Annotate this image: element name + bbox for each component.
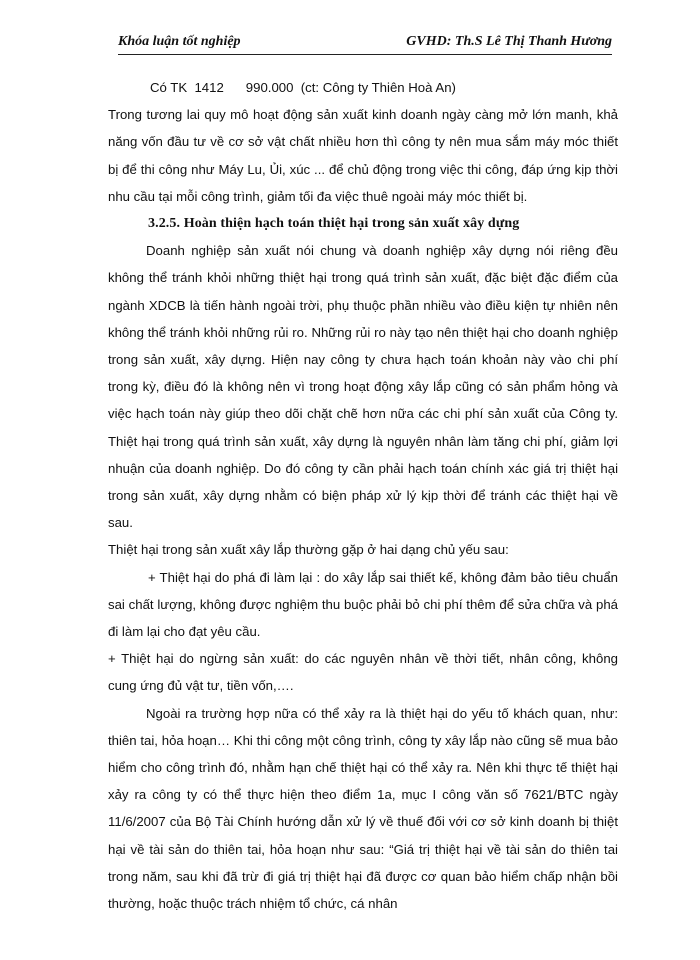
paragraph-damage-types-intro: Thiệt hại trong sản xuất xây lắp thường gặp ở hai dạng chủ yếu sau: [108, 542, 509, 558]
account-entry-line: Có TK 1412 990.000 (ct: Công ty Thiên Hoà An) [150, 80, 456, 95]
paragraph-objective-damage: Ngoài ra trường hợp nữa có thể xảy ra là thiệt hại do yếu tố khách quan, như: thiên tai, hỏa hoạn… Khi thi công một công trình, công ty xây lắp nào cũng sẽ mua bảo hiểm cho công trình đó, nhằm hạn chế thiệt hại có thể xảy ra. Nên khi thực tế thiệt hại xảy ra công ty có thể thực hiện theo điểm 1a, mục I công văn số 7621/BTC ngày 11/6/2007 của Bộ Tài Chính hướng dẫn xử lý về thuế đối với cơ sở kinh doanh bị thiệt hại về tài sản do thiên tai, hỏa hoạn như sau: “Giá trị thiệt hại về tài sản do thiên tai trong năm, sau khi đã trừ đi giá trị thiệt hại đã được cơ quan bảo hiểm chấp nhận bồi thường, hoặc thuộc trách nhiệm tổ chức, cá nhân [108, 705, 618, 912]
paragraph-equipment-investment: Trong tương lai quy mô hoạt động sản xuất kinh doanh ngày càng mở lớn manh, khả năng vốn đầu tư về cơ sở vật chất nhiều hơn thì công ty nên mua sắm máy móc thiết bị để thi công như Máy Lu, Ủi, xúc ... để chủ động trong việc thi công, đáp ứng kịp thời nhu cầu tại mỗi công trình, giảm tối đa việc thuê ngoài máy móc thiết bị. [108, 107, 618, 204]
header-thesis-title: Khóa luận tốt nghiệp [118, 34, 241, 49]
section-heading-3-2-5: 3.2.5. Hoàn thiện hạch toán thiệt hại trong sản xuất xây dựng [148, 216, 520, 232]
page-header [118, 32, 612, 55]
list-item-stoppage-damage: + Thiệt hại do ngừng sản xuất: do các nguyên nhân về thời tiết, nhân công, không cung ứng đủ vật tư, tiền vốn,…. [108, 651, 618, 694]
header-supervisor: GVHD: Th.S Lê Thị Thanh Hương [406, 34, 612, 49]
list-item-rework-damage: + Thiệt hại do phá đi làm lại : do xây lắp sai thiết kế, không đảm bảo tiêu chuẩn sai chất lượng, không được nghiệm thu buộc phải bỏ chi phí thêm để sửa chữa và phá đi làm lại cho đạt yêu cầu. [108, 569, 618, 640]
paragraph-damage-overview: Doanh nghiệp sản xuất nói chung và doanh nghiệp xây dựng nói riêng đều không thể tránh khỏi những thiệt hại trong quá trình sản xuất, đặc biệt đặc điểm của ngành XDCB là tiến hành ngoài trời, phụ thuộc phần nhiều vào điều kiện tự nhiên nên không thể tránh khỏi những rủi ro. Những rủi ro này tạo nên thiệt hại cho doanh nghiệp trong sản xuất, xây dựng. Hiện nay công ty chưa hạch toán khoản này vào chi phí trong kỳ, điều đó là không nên vì trong hoạt động xây lắp cũng có sản phẩm hỏng và việc hạch toán này giúp theo dõi chặt chẽ hơn nữa các chi phí sản xuất của Công ty. Thiệt hại trong quá trình sản xuất, xây dựng là nguyên nhân làm tăng chi phí, giảm lợi nhuận của doanh nghiệp. Do đó công ty cần phải hạch toán chính xác giá trị thiệt hại trong sản xuất, xây dựng nhằm có biện pháp xử lý kịp thời để tránh các thiệt hại về sau. [108, 243, 618, 531]
page-body [108, 74, 618, 917]
